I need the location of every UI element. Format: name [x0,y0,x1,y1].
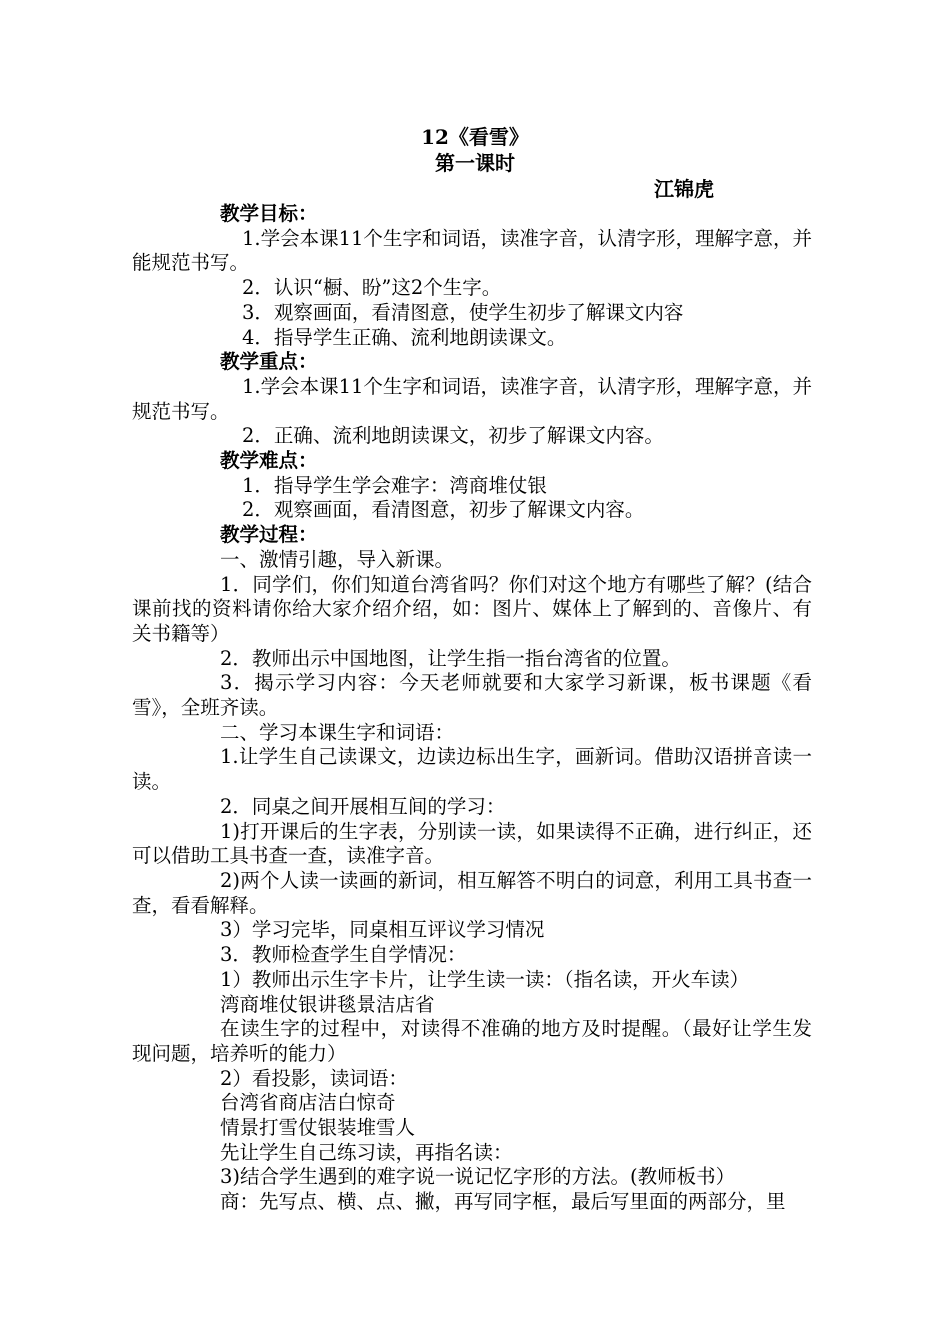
section-heading-goals: 教学目标： [220,202,318,225]
process-paragraph: 在读生字的过程中，对读得不准确的地方及时提醒。（最好让学生发现问题，培养听的能力） [132,1017,812,1065]
process-paragraph: 1．同学们，你们知道台湾省吗？你们对这个地方有哪些了解？(结合课前找的资料请你给大家介绍介绍，如：图片、媒体上了解到的、音像片、有关书籍等） [132,572,812,645]
goal-item: 4．指导学生正确、流利地朗读课文。 [242,325,567,349]
process-paragraph: 2）看投影，读词语： [220,1066,408,1090]
process-paragraph: 2．同桌之间开展相互间的学习： [220,794,506,818]
key-point-item: 1.学会本课11个生字和词语，读准字音，认清字形，理解字意，并规范书写。 [132,374,812,423]
section-heading-difficulties: 教学难点： [220,449,318,473]
document-title: 12《看雪》 [421,125,529,149]
goal-item: 1.学会本课11个生字和词语，读准字音，认清字形，理解字意，并能规范书写。 [132,226,812,275]
difficulty-item: 2．观察画面，看清图意，初步了解课文内容。 [242,498,645,522]
process-paragraph: 3）学习完毕，同桌相互评议学习情况 [220,918,545,942]
process-paragraph: 2)两个人读一读画的新词，相互解答不明白的词意，利用工具书查一查，看看解释。 [132,868,812,917]
process-paragraph: 1)打开课后的生字表，分别读一读，如果读得不正确，进行纠正，还可以借助工具书查一查，读准字音。 [132,819,812,868]
process-paragraph: 1）教师出示生字卡片，让学生读一读：（指名读，开火车读） [220,967,750,991]
process-paragraph: 湾商堆仗银讲毯景洁店省 [220,992,435,1016]
process-paragraph: 3．揭示学习内容：今天老师就要和大家学习新课，板书课题《看雪》，全班齐读。 [132,671,812,720]
key-point-item: 2．正确、流利地朗读课文，初步了解课文内容。 [242,424,664,448]
process-paragraph: 一、激情引趣，导入新课。 [220,547,455,571]
process-paragraph: 台湾省商店洁白惊奇 [220,1091,396,1115]
difficulty-item: 1．指导学生学会难字：湾商堆仗银 [242,473,547,497]
process-paragraph: 先让学生自己练习读，再指名读： [220,1140,513,1164]
author-name: 江锦虎 [654,177,714,201]
goal-item: 2．认识“橱、盼”这2个生字。 [242,276,502,300]
section-heading-key-points: 教学重点： [220,350,318,374]
process-paragraph: 1.让学生自己读课文，边读边标出生字，画新词。借助汉语拼音读一读。 [132,745,812,794]
process-paragraph: 2．教师出示中国地图，让学生指一指台湾省的位置。 [220,646,681,670]
process-paragraph: 二、学习本课生字和词语： [220,720,455,744]
process-paragraph: 3)结合学生遇到的难字说一说记忆字形的方法。(教师板书） [220,1165,736,1189]
process-paragraph: 3．教师检查学生自学情况： [220,943,467,967]
goal-item: 3．观察画面，看清图意，使学生初步了解课文内容 [242,300,684,324]
document-body [132,202,812,1215]
section-heading-process: 教学过程： [220,523,318,547]
process-paragraph: 情景打雪仗银装堆雪人 [220,1116,416,1140]
document-subtitle: 第一课时 [435,151,515,175]
process-paragraph: 商：先写点、横、点、撇，再写同字框，最后写里面的两部分，里 [220,1190,786,1214]
